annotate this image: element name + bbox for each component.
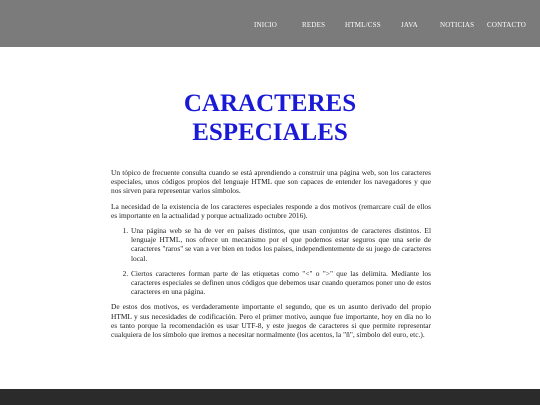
reasons-list xyxy=(111,226,431,296)
intro-paragraph: Un tópico de frecuente consulta cuando se está aprendiendo a construir una página web, son los caracteres especiales, unos códigos propios del lenguaje HTML que son capaces de entender los navegadores y que nos sirven para representar varios símbolos. xyxy=(111,168,431,196)
menu-item-noticias[interactable]: NOTICIAS xyxy=(440,21,475,29)
conclusion-paragraph: De estos dos motivos, es verdaderamente importante el segundo, que es un asunto derivado del propio HTML y sus necesidades de codificación. Pero el primer motivo, aunque fue importante, hoy en día no lo es tanto porque la recomendación es usar UTF-8, y este juegos de caracteres si que permite representar cualquiera de los símbolo que iremos a necesitar normalmente (los acentos, la "ñ", símbolo del euro, etc.). xyxy=(111,302,431,340)
main-menu xyxy=(0,21,540,33)
article-body xyxy=(111,168,431,345)
page-title: CARACTERES ESPECIALES xyxy=(183,90,357,146)
menu-item-inicio[interactable]: INICIO xyxy=(254,21,277,29)
top-navigation-bar xyxy=(0,0,540,47)
menu-item-html-css[interactable]: HTML/CSS xyxy=(345,21,381,29)
reason-item: 2. Ciertos caracteres forman parte de las etiquetas como "<" o ">" que las delimita. Mediante los caracteres especiales se definen unos códigos que debemos usar cuando queramos poner uno de estos caracteres en una página. xyxy=(130,269,431,297)
menu-item-contacto[interactable]: CONTACTO xyxy=(487,21,527,29)
necessity-paragraph: La necesidad de la existencia de los caracteres especiales responde a dos motivos (remarcare cuál de ellos es importante en la actualidad y porque actualizado octubre 2016). xyxy=(111,201,431,220)
reason-item: 1. Una página web se ha de ver en países distintos, que usan conjuntos de caracteres distintos. El lenguaje HTML, nos ofrece un mecanismo por el que podemos estar seguros que una serie de caracteres "raros" se van a ver bien en todos los países, independientemente de su juego de caracteres local. xyxy=(130,226,431,263)
menu-item-java[interactable]: JAVA xyxy=(401,21,418,29)
footer-bar xyxy=(0,389,540,405)
menu-item-redes[interactable]: REDES xyxy=(302,21,326,29)
